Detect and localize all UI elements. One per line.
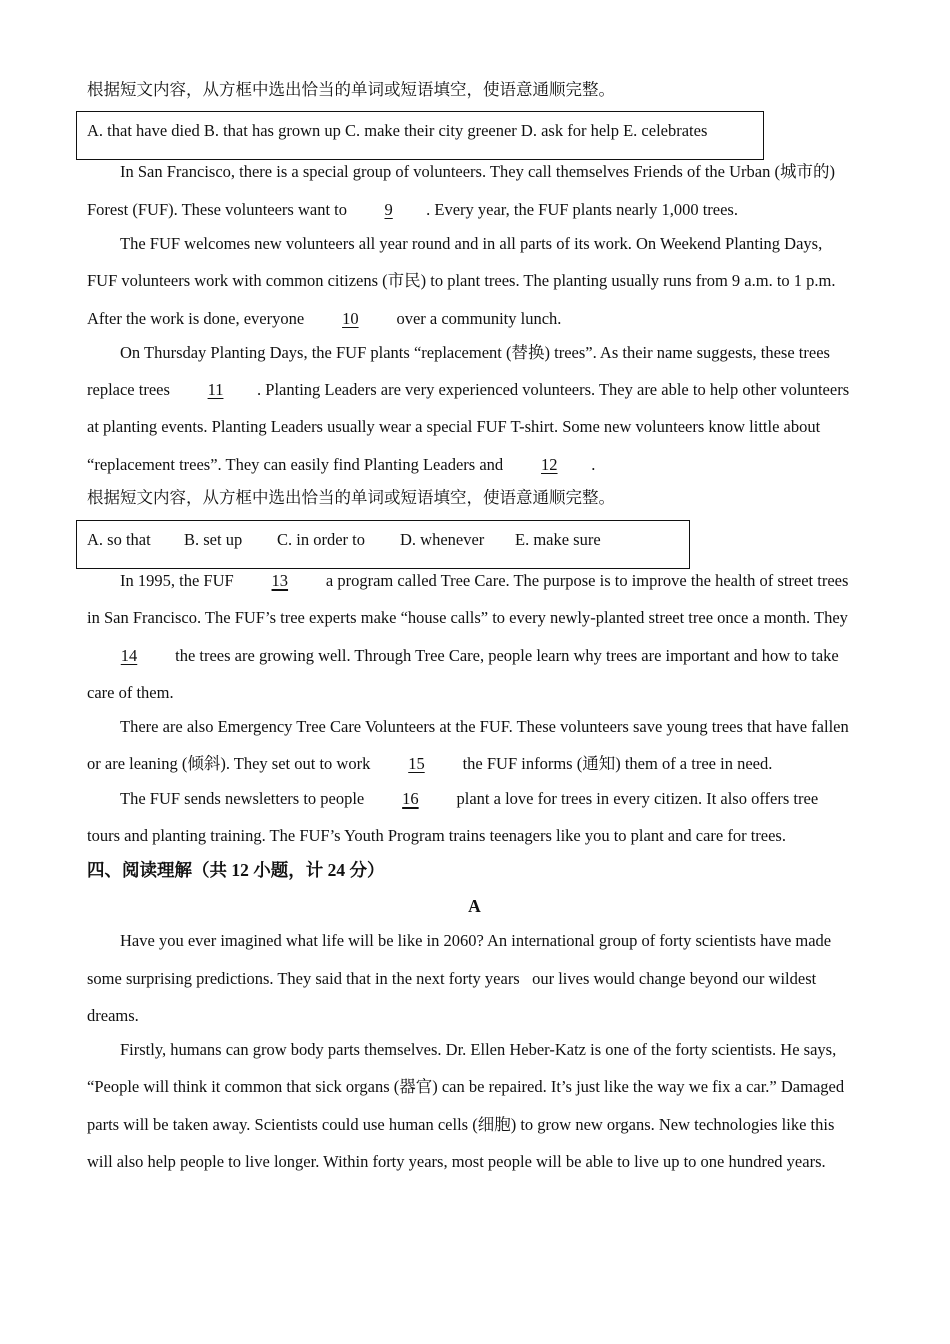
passage-8-line-2: “People will think it common that sick organs (器官) can be repaired. It’s just like the way we fix a car.” Damaged xyxy=(87,1077,845,1096)
blank-11[interactable]: 11 xyxy=(207,380,224,399)
passage-2-line-1: The FUF welcomes new volunteers all year round and in all parts of its work. On Weekend Planting Days, xyxy=(120,234,823,253)
passage-1-line-1: In San Francisco, there is a special group of volunteers. They call themselves Friends of the Urban (城市的) xyxy=(120,162,835,181)
passage-8-line-1: Firstly, humans can grow body parts themselves. Dr. Ellen Heber-Katz is one of the forty scientists. He says, xyxy=(120,1040,837,1059)
passage-5-line-2: or are leaning (倾斜). They set out to work 15 the FUF informs (通知) them of a tree in need. xyxy=(87,754,773,773)
blank-10[interactable]: 10 xyxy=(342,309,359,328)
passage-4-line-1: In 1995, the FUF 13 a program called Tree Care. The purpose is to improve the health of street trees xyxy=(120,571,849,590)
passage-label: A xyxy=(468,896,481,916)
passage-7-line-3: dreams. xyxy=(87,1006,139,1025)
passage-1-line-2: Forest (FUF). These volunteers want to 9 . Every year, the FUF plants nearly 1,000 trees. xyxy=(87,200,738,219)
passage-3-line-1: On Thursday Planting Days, the FUF plants “replacement (替换) trees”. As their name suggests, these trees xyxy=(120,343,830,362)
blank-12[interactable]: 12 xyxy=(541,455,558,474)
blank-13[interactable]: 13 xyxy=(271,571,289,590)
passage-4-line-4: care of them. xyxy=(87,683,174,702)
passage-4-line-2: in San Francisco. The FUF’s tree experts make “house calls” to every newly-planted street tree once a month. They xyxy=(87,608,848,627)
blank-15[interactable]: 15 xyxy=(408,754,425,773)
section-heading: 四、阅读理解（共 12 小题，计 24 分） xyxy=(87,860,385,880)
option-d: D. whenever xyxy=(400,530,485,549)
passage-2-line-2: FUF volunteers work with common citizens (市民) to plant trees. The planting usually runs from 9 a.m. to 1 p.m. xyxy=(87,271,836,290)
passage-5-line-1: There are also Emergency Tree Care Volunteers at the FUF. These volunteers save young trees that have fallen xyxy=(120,717,849,736)
option-c: C. in order to xyxy=(277,530,365,549)
option-e: E. make sure xyxy=(515,530,601,549)
blank-9[interactable]: 9 xyxy=(384,200,393,219)
passage-8-line-4: will also help people to live longer. Within forty years, most people will be able to live up to one hundred years. xyxy=(87,1152,826,1171)
instruction-2: 根据短文内容，从方框中选出恰当的单词或短语填空，使语意通顺完整。 xyxy=(87,488,615,507)
passage-8-line-3: parts will be taken away. Scientists could use human cells (细胞) to grow new organs. New technologies like this xyxy=(87,1115,835,1134)
passage-7-line-1: Have you ever imagined what life will be like in 2060? An international group of forty scientists have made xyxy=(120,931,832,950)
passage-3-line-2: replace trees 11 . Planting Leaders are very experienced volunteers. They are able to help other volunteers xyxy=(87,380,850,399)
passage-6-line-2: tours and planting training. The FUF’s Youth Program trains teenagers like you to plant and care for trees. xyxy=(87,826,786,845)
passage-7-line-2: some surprising predictions. They said that in the next forty years our lives would change beyond our wildest xyxy=(87,969,817,988)
options-1: A. that have died B. that has grown up C. make their city greener D. ask for help E. celebrates xyxy=(87,121,708,140)
passage-3-line-4: “replacement trees”. They can easily find Planting Leaders and 12 . xyxy=(87,455,596,474)
passage-6-line-1: The FUF sends newsletters to people 16 plant a love for trees in every citizen. It also offers tree xyxy=(120,789,819,808)
instruction-1: 根据短文内容，从方框中选出恰当的单词或短语填空，使语意通顺完整。 xyxy=(87,80,615,99)
passage-2-line-3: After the work is done, everyone 10 over a community lunch. xyxy=(87,309,562,328)
options-2 xyxy=(87,530,601,550)
option-b: B. set up xyxy=(184,530,243,549)
passage-3-line-3: at planting events. Planting Leaders usually wear a special FUF T-shirt. Some new volunteers know little about xyxy=(87,417,821,436)
passage-4-line-3: 14 the trees are growing well. Through Tree Care, people learn why trees are important and how to take xyxy=(87,646,839,666)
blank-14[interactable]: 14 xyxy=(120,646,138,665)
option-a: A. so that xyxy=(87,530,151,549)
blank-16[interactable]: 16 xyxy=(402,789,419,808)
